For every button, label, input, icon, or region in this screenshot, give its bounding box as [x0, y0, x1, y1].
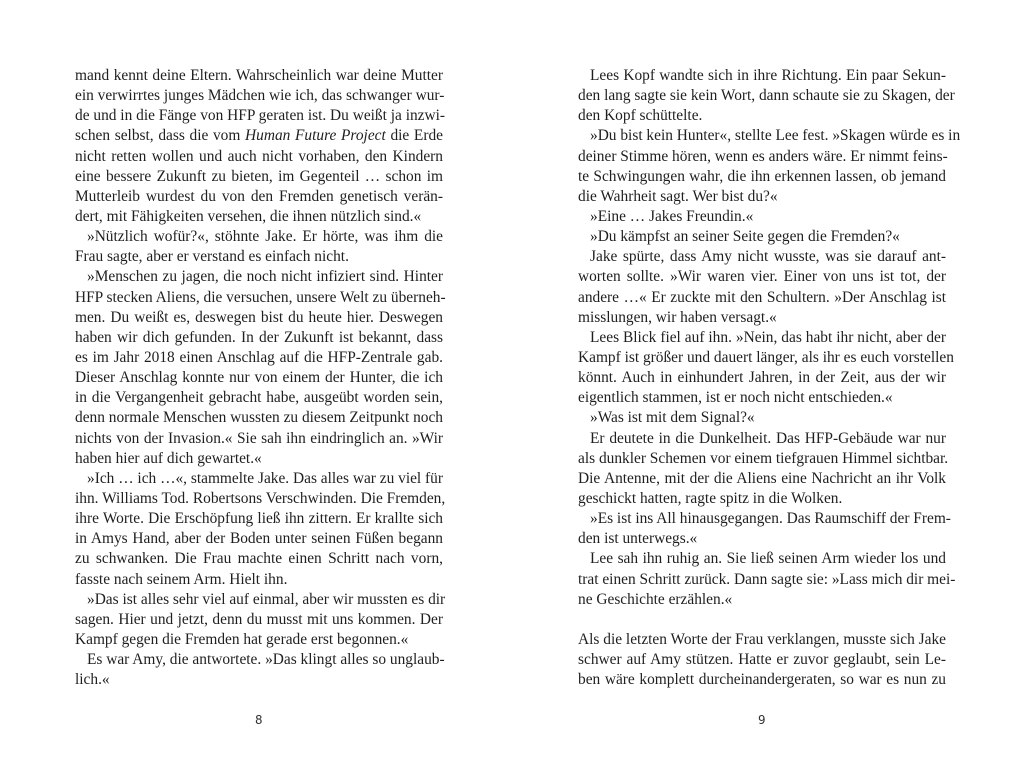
text-line: ihre Worte. Die Erschöpfung ließ ihn zittern. Er krallte sich: [75, 510, 443, 528]
text-line: deiner Stimme hören, wenn es anders wäre. Er nimmt feins-: [578, 147, 948, 165]
text-line: Die Antenne, mit der die Aliens eine Nachricht an ihr Volk: [578, 469, 946, 487]
text-line: misslungen, wir haben versagt.«: [578, 308, 777, 326]
text-line: Als die letzten Worte der Frau verklangen, musste sich Jake: [578, 630, 946, 648]
text-line: men. Du weißt es, deswegen bist du heute hier. Deswegen: [75, 308, 443, 326]
text-line: Er deutete in die Dunkelheit. Das HFP-Gebäude war nur: [590, 429, 946, 447]
text-line: den Kopf schüttelte.: [578, 107, 703, 125]
text-line: in Amys Hand, aber der Boden unter seinen Füßen begann: [75, 530, 443, 548]
text-line: ein verwirrtes junges Mädchen wie ich, das schwanger wur-: [75, 87, 445, 105]
text-line: lich.«: [75, 671, 110, 689]
text-line: trat einen Schritt zurück. Dann sagte sie: »Lass mich dir mei-: [578, 570, 956, 588]
text-line: die Wahrheit sagt. Wer bist du?«: [578, 187, 778, 205]
text-line: Lees Kopf wandte sich in ihre Richtung. Ein paar Sekun-: [590, 67, 946, 84]
text-line: te Schwingungen wahr, die ihn erkennen lassen, ob jemand: [578, 167, 946, 185]
text-line: fasste nach seinem Arm. Hielt ihn.: [75, 570, 288, 588]
text-line: Jake spürte, dass Amy nicht wusste, was sie darauf ant-: [590, 248, 946, 266]
left-page-number: 8: [255, 712, 263, 727]
text-line: de und in die Fänge von HFP geraten ist. Du weißt ja inzwi-: [75, 107, 446, 125]
text-line: HFP stecken Aliens, die versuchen, unsere Welt zu überneh-: [75, 288, 446, 306]
text-line: Mutterleib wurdest du von den Fremden genetisch verän-: [75, 187, 443, 205]
text-line: mand kennt deine Eltern. Wahrscheinlich war deine Mutter: [75, 67, 443, 84]
text-line: ne Geschichte erzählen.«: [578, 590, 733, 608]
text-line: dert, mit Fähigkeiten versehen, die ihnen nützlich sind.«: [75, 207, 422, 225]
text-line: »Du kämpfst an seiner Seite gegen die Fremden?«: [590, 228, 900, 246]
text-line: Dieser Anschlag konnte nur von einem der Hunter, die ich: [75, 369, 443, 387]
text-line: sagen. Hier und jetzt, denn du musst mit uns kommen. Der: [75, 610, 443, 628]
text-line: ihn. Williams Tod. Robertsons Verschwinden. Die Fremden,: [75, 489, 446, 507]
text-line: »Eine … Jakes Freundin.«: [590, 207, 754, 225]
text-line: »Menschen zu jagen, die noch nicht infiziert sind. Hinter: [87, 268, 443, 286]
text-line: »Das ist alles sehr viel auf einmal, aber wir mussten es dir: [87, 590, 446, 608]
text-line: Kampf ist größer und dauert länger, als ihr es euch vorstellen: [578, 348, 954, 366]
text-line: schen selbst, dass die vom Human Future Project die Erde: [75, 127, 443, 145]
text-line: eigentlich stammen, ist er noch nicht entschieden.«: [578, 389, 893, 407]
text-line: als dunkler Schemen vor einem tiefgrauen Himmel sichtbar.: [578, 449, 949, 467]
text-line: »Was ist mit dem Signal?«: [590, 409, 755, 427]
text-line: Frau sagte, aber er verstand es einfach nicht.: [75, 248, 349, 266]
text-line: schwer auf Amy stützen. Hatte er zuvor geglaubt, sein Le-: [578, 651, 946, 669]
italic-title: Human Future Project: [245, 127, 386, 145]
text-line: den lang sagte sie kein Wort, dann schaute sie zu Skagen, der: [578, 87, 955, 105]
text-line: eine bessere Zukunft zu bieten, im Gegenteil … schon im: [75, 167, 443, 185]
text-line: Lee sah ihn ruhig an. Sie ließ seinen Arm wieder los und: [590, 550, 946, 568]
text-line: nicht retten wollen und auch nicht vorhaben, den Kindern: [75, 147, 443, 165]
text-line: »Ich … ich …«, stammelte Jake. Das alles war zu viel für: [87, 469, 444, 487]
right-page-text: [578, 66, 961, 690]
text-line: denn normale Menschen wussten zu diesem Zeitpunkt noch: [75, 409, 443, 427]
text-line: Es war Amy, die antwortete. »Das klingt alles so unglaub-: [87, 651, 445, 669]
left-page-text: [75, 66, 446, 690]
text-line: den ist unterwegs.«: [578, 530, 698, 548]
text-line: könnt. Auch in einhundert Jahren, in der Zeit, aus der wir: [578, 369, 946, 387]
text-line: nichts von der Invasion.« Sie sah ihn eindringlich an. »Wir: [75, 429, 443, 447]
text-line: Lees Blick fiel auf ihn. »Nein, das habt ihr nicht, aber der: [590, 328, 946, 346]
text-line: haben wir dich gefunden. In der Zukunft ist bekannt, dass: [75, 328, 443, 346]
text-line: zu schwanken. Die Frau machte einen Schritt nach vorn,: [75, 550, 443, 568]
text-line: haben hier auf dich gewartet.«: [75, 449, 262, 467]
text-line: geschickt hatten, ragte spitz in die Wolken.: [578, 489, 843, 507]
text-line: »Nützlich wofür?«, stöhnte Jake. Er hörte, was ihm die: [87, 228, 443, 246]
text-line: »Es ist ins All hinausgegangen. Das Raumschiff der Frem-: [590, 510, 951, 528]
text-line: worten sollte. »Wir waren vier. Einer von uns ist tot, der: [578, 268, 946, 286]
text-line: »Du bist kein Hunter«, stellte Lee fest. »Skagen würde es in: [590, 127, 961, 145]
text-line: es im Jahr 2018 einen Anschlag auf die HFP-Zentrale gab.: [75, 348, 443, 366]
text-line: Kampf gegen die Fremden hat gerade erst begonnen.«: [75, 630, 409, 648]
text-line: in die Vergangenheit gebracht habe, ausgeübt worden sein,: [75, 389, 443, 407]
right-page-number: 9: [758, 712, 766, 727]
text-line: ben wäre komplett durcheinandergeraten, so war es nun zu: [578, 671, 946, 689]
text-line: andere …« Er zuckte mit den Schultern. »Der Anschlag ist: [578, 288, 946, 306]
text-line: [578, 610, 946, 630]
